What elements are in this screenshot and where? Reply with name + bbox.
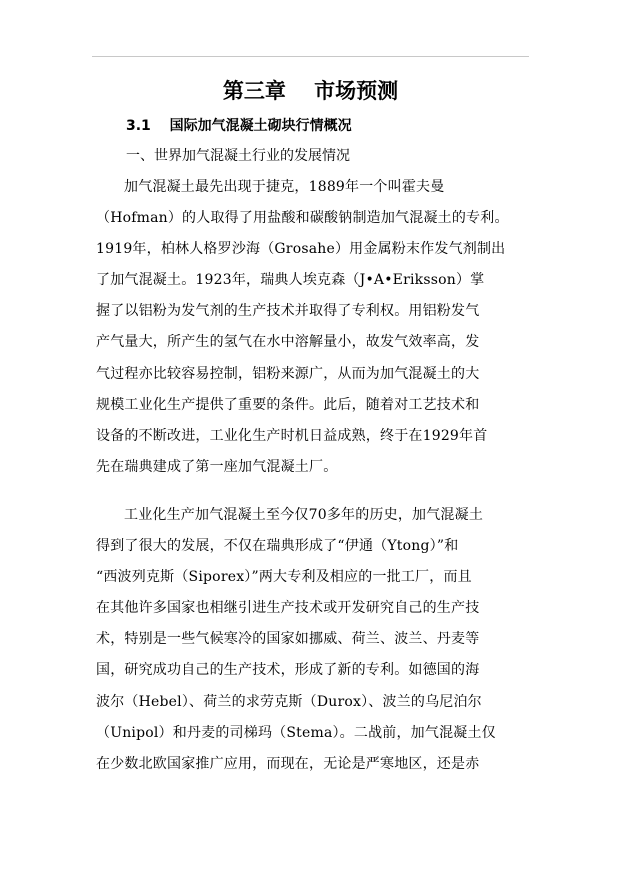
text-line: （Unipol）和丹麦的司梯玛（Stema）。二战前，加气混凝土仅 <box>96 724 496 741</box>
text-line: 规模工业化生产提供了重要的条件。此后，随着对工艺技术和 <box>96 396 480 413</box>
subheading: 一、世界加气混凝土行业的发展情况 <box>126 148 350 164</box>
text-line: （Hofman）的人取得了用盐酸和碳酸钠制造加气混凝土的专利。 <box>96 210 509 227</box>
text-line: 国，研究成功自己的生产技术，形成了新的专利。如德国的海 <box>96 662 480 679</box>
text-line: 加气混凝土最先出现于捷克，1889年一个叫霍夫曼 <box>124 179 445 195</box>
text-line: 在其他许多国家也相继引进生产技术或开发研究自己的生产技 <box>96 600 480 617</box>
text-line: 得到了很大的发展，不仅在瑞典形成了“伊通（Ytong）”和 <box>96 538 459 555</box>
text-line: 在少数北欧国家推广应用，而现在，无论是严寒地区，还是赤 <box>96 755 480 772</box>
text-line: 握了以铝粉为发气剂的生产技术并取得了专利权。用铝粉发气 <box>96 303 480 320</box>
text-line: 工业化生产加气混凝土至今仅70多年的历史，加气混凝土 <box>124 507 484 523</box>
text-line: 气过程亦比较容易控制，铝粉来源广，从而为加气混凝土的大 <box>96 365 480 382</box>
text-line: 1919年，柏林人格罗沙海（Grosahe）用金属粉末作发气剂制出 <box>96 241 506 258</box>
text-line: 设备的不断改进，工业化生产时机日益成熟，终于在1929年首 <box>96 427 488 444</box>
chapter-title: 第三章 市场预测 <box>222 79 399 103</box>
text-line: 波尔（Hebel）、荷兰的求劳克斯（Durox）、波兰的乌尼泊尔 <box>96 693 482 710</box>
paragraph-2 <box>96 500 536 780</box>
paragraph-1 <box>96 172 536 483</box>
text-line: 产气量大，所产生的氢气在水中溶解量小，故发气效率高，发 <box>96 334 480 351</box>
section-heading: 3.1 国际加气混凝土砌块行情概况 <box>126 118 352 134</box>
text-line: “西波列克斯（Siporex）”两大专利及相应的一批工厂，而且 <box>96 569 472 586</box>
text-line: 了加气混凝土。1923年，瑞典人埃克森（J•A•Eriksson）掌 <box>96 272 485 289</box>
text-line: 先在瑞典建成了第一座加气混凝土厂。 <box>96 458 338 475</box>
header-rule <box>92 56 529 57</box>
text-line: 术，特别是一些气候寒冷的国家如挪威、荷兰、波兰、丹麦等 <box>96 631 480 648</box>
